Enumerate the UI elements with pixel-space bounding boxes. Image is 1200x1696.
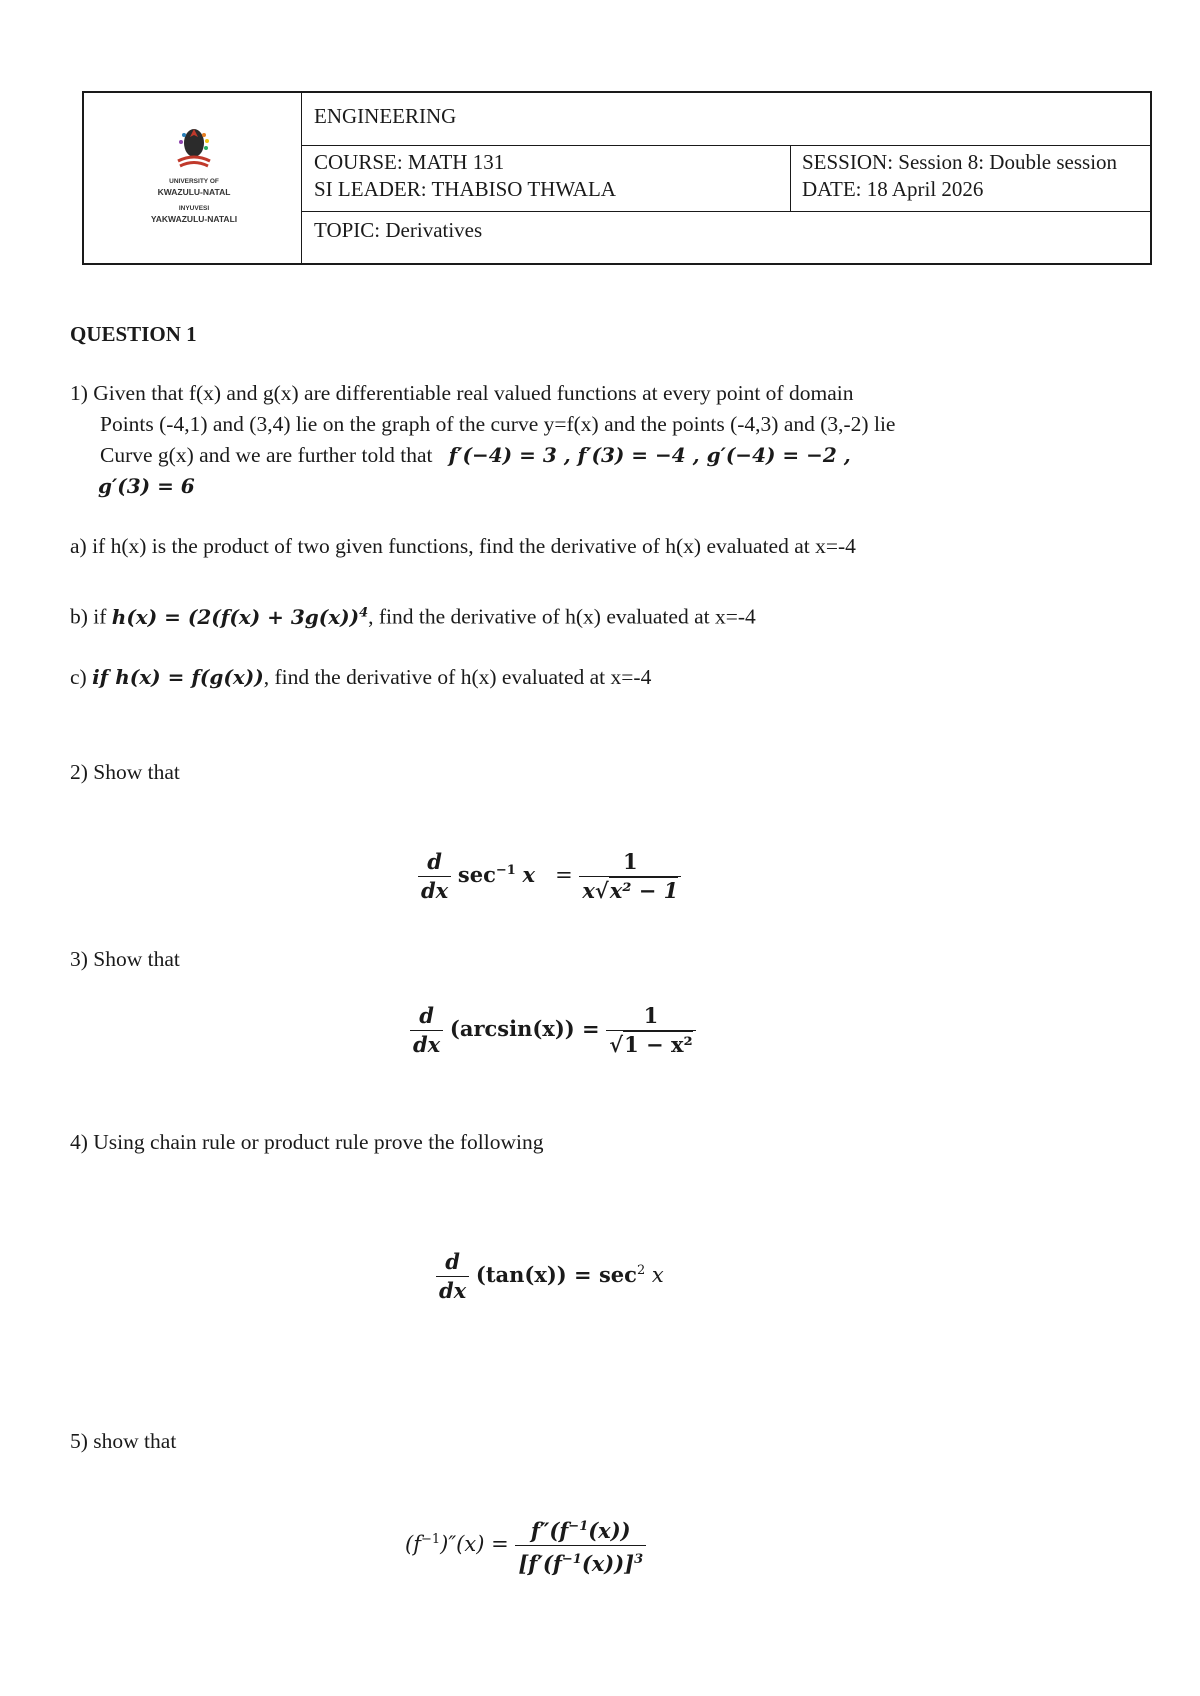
logo-cell: [84, 93, 302, 263]
topic-cell: TOPIC: Derivatives: [314, 218, 483, 242]
q2-inverse-exp: −1: [495, 863, 516, 878]
q3-equation: [410, 1002, 696, 1059]
q2-derivative-operator: [418, 848, 451, 905]
q2-dx: dx: [421, 878, 449, 903]
logo-line-3: INYUVESI: [178, 205, 210, 212]
q4-label: 4) Using chain rule or product rule prove the following: [70, 1130, 544, 1154]
q1-part-b: [70, 598, 756, 632]
q5-rhs-num: [515, 1513, 646, 1546]
q5-rhs-den-a: [f′(f: [518, 1551, 562, 1576]
q1-line-2: Points (-4,1) and (3,4) lie on the graph of the curve y=f(x) and the points (-4,3) and (3,-2) lie: [100, 412, 896, 436]
q1-line-1: 1) Given that f(x) and g(x) are differentiable real valued functions at every point of domain: [70, 381, 854, 405]
q2-rhs-root: x² − 1: [609, 878, 679, 903]
header-table: [82, 91, 1152, 265]
q1-b-formula-body: h(x) = (2(f(x) + 3g(x)): [111, 604, 360, 629]
faculty-cell: ENGINEERING: [314, 104, 457, 128]
q5-rhs-den: [515, 1546, 646, 1578]
q1-given-g-prime-3: g′(3) = 6: [98, 474, 195, 498]
q1-b-formula: [112, 605, 368, 629]
q5-rhs-num-exp: −1: [568, 1519, 589, 1534]
q3-rhs-fraction: [606, 1002, 695, 1059]
q2-rhs-den: x√x² − 1: [582, 878, 679, 903]
ukzn-crest-icon: [172, 125, 216, 171]
logo-line-1: UNIVERSITY OF: [169, 178, 219, 185]
q1-c-prefix: c): [70, 665, 87, 689]
q3-lhs-body: (arcsin(x)) =: [449, 1016, 600, 1041]
q2-equals: =: [555, 863, 573, 887]
q1-given-derivatives: f′(−4) = 3 , f′(3) = −4 , g′(−4) = −2 ,: [448, 443, 851, 467]
course-cell: [302, 149, 792, 203]
q5-rhs-num-a: f″(f: [530, 1518, 569, 1543]
q3-rhs-root: 1 − x²: [624, 1032, 693, 1057]
q5-rhs-num-b: (x)): [588, 1518, 631, 1543]
q5-label: 5) show that: [70, 1429, 177, 1453]
q4-d: d: [436, 1248, 469, 1277]
question-title: QUESTION 1: [70, 322, 197, 346]
logo-line-4: YAKWAZULU-NATALI: [150, 214, 238, 224]
q4-exponent: 2: [636, 1263, 646, 1278]
q1-c-suffix: , find the derivative of h(x) evaluated at x=-4: [263, 665, 652, 689]
session-cell: [790, 149, 1152, 203]
q2-equation: [418, 848, 681, 905]
q5-rhs-den-pow: 3: [634, 1552, 644, 1567]
q4-lhs-body: (tan(x)) = sec: [475, 1262, 637, 1287]
university-logo: [124, 125, 264, 235]
q4-derivative-operator: [436, 1248, 469, 1305]
q1-line-3-text: Curve g(x) and we are further told that: [100, 443, 433, 467]
q1-line-4: [98, 471, 195, 501]
q2-rhs-num: 1: [579, 848, 681, 877]
q1-c-formula: if h(x) = f(g(x)): [92, 665, 264, 689]
q1-part-a: a) if h(x) is the product of two given functions, find the derivative of h(x) evaluated at x=-4: [70, 534, 856, 558]
q1-line-3: [100, 440, 851, 470]
q3-d: d: [410, 1002, 443, 1031]
q2-var: x: [522, 862, 536, 887]
q3-label: 3) Show that: [70, 947, 180, 971]
row-divider: [302, 211, 1152, 212]
q4-equation: [436, 1248, 664, 1305]
q3-rhs-den: √1 − x²: [609, 1032, 693, 1057]
q2-sec: sec: [457, 862, 496, 887]
logo-line-2: KWAZULU-NATAL: [157, 187, 231, 197]
q3-derivative-operator: [410, 1002, 443, 1059]
q3-dx: dx: [413, 1032, 441, 1057]
row-divider: [302, 145, 1152, 146]
q5-lhs: (f: [405, 1532, 421, 1556]
q2-rhs-x: x: [582, 878, 595, 903]
q5-rhs-fraction: [515, 1513, 646, 1578]
q5-rhs-den-b: (x))]: [581, 1551, 635, 1576]
q4-dx: dx: [439, 1278, 467, 1303]
q1-b-exponent: 4: [359, 605, 369, 620]
q3-rhs-num: 1: [606, 1002, 695, 1031]
q2-d: d: [418, 848, 451, 877]
q4-var: x: [651, 1263, 664, 1287]
q2-label: 2) Show that: [70, 760, 180, 784]
date-text: DATE: 18 April 2026: [802, 177, 984, 201]
session-text: SESSION: Session 8: Double session: [802, 150, 1118, 174]
q2-rhs-fraction: [579, 848, 681, 905]
course-text: COURSE: MATH 131: [314, 150, 505, 174]
q5-lhs-exp: −1: [420, 1532, 441, 1547]
q5-equation: [405, 1513, 646, 1578]
si-leader-text: SI LEADER: THABISO THWALA: [314, 177, 616, 201]
q1-part-c: [70, 662, 651, 692]
q5-lhs-rest: )″(x) =: [440, 1532, 509, 1556]
q1-b-suffix: , find the derivative of h(x) evaluated at x=-4: [368, 604, 756, 629]
q5-rhs-den-exp: −1: [561, 1552, 582, 1567]
q1-b-prefix: b) if: [70, 604, 107, 629]
